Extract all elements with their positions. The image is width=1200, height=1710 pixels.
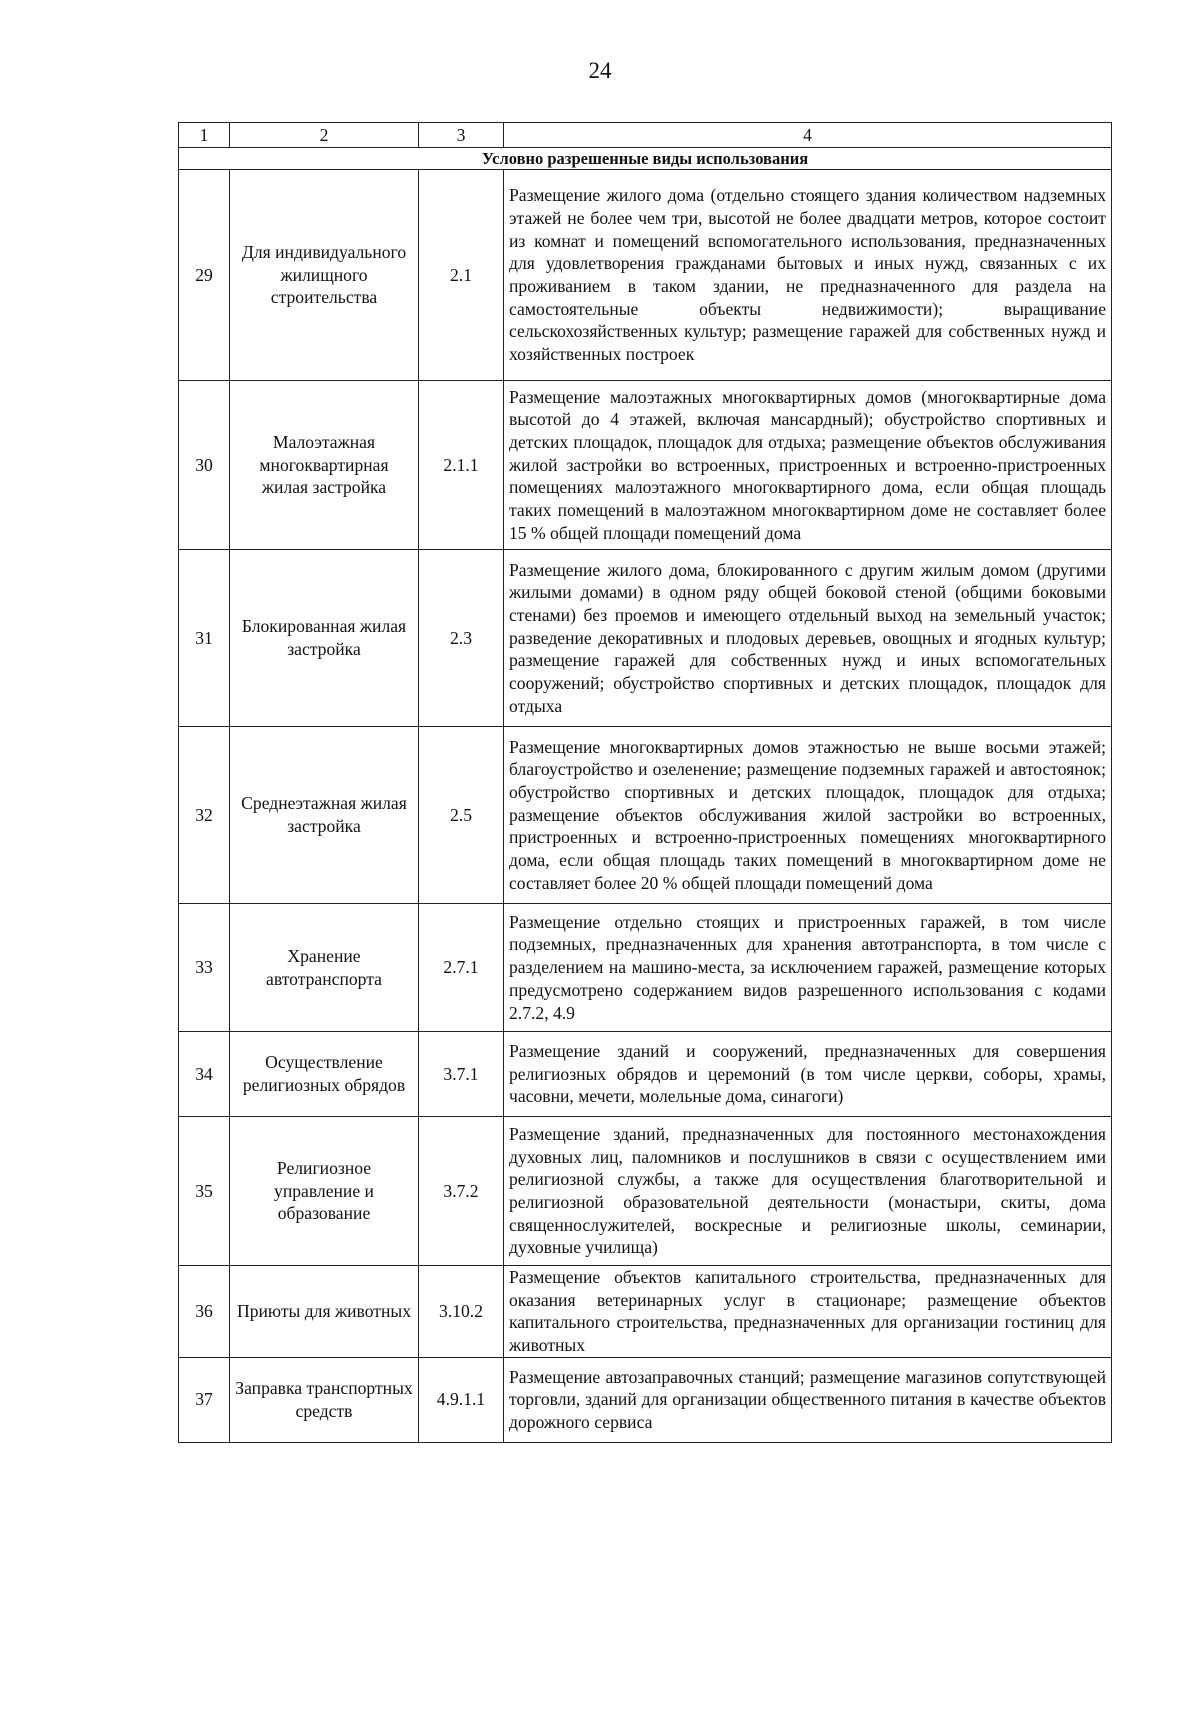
land-use-code: 2.3 [419,550,504,727]
land-use-name: Заправка транспортных средств [230,1357,419,1442]
table-row [179,904,1112,1032]
land-use-name: Религиозное управление и образование [230,1117,419,1266]
land-use-description: Размещение отдельно стоящих и пристроенных гаражей, в том числе подземных, предназначенных для хранения автотранспорта, в том числе с разделением на машино-места, за исключением гаражей, размещение которых предусмотрено содержанием видов разрешенного использования с кодами 2.7.2, 4.9 [504,904,1112,1032]
land-use-description: Размещение малоэтажных многоквартирных домов (многоквартирные дома высотой до 4 этажей, включая мансардный); обустройство спортивных и детских площадок, площадок для отдыха; размещение объектов обслуживания жилой застройки во встроенных, пристроенных и встроенно-пристроенных помещениях малоэтажного многоквартирного дома, если общая площадь таких помещений в малоэтажном многоквартирном доме не составляет более 15 % общей площади помещений дома [504,381,1112,550]
row-number: 37 [179,1357,230,1442]
land-use-name: Приюты для животных [230,1266,419,1358]
land-use-table [178,122,1112,1443]
land-use-code: 3.7.1 [419,1032,504,1117]
land-use-code: 2.1 [419,170,504,381]
land-use-name: Хранение автотранспорта [230,904,419,1032]
row-number: 33 [179,904,230,1032]
header-row [179,123,1112,148]
row-number: 34 [179,1032,230,1117]
land-use-name: Малоэтажная многоквартирная жилая застройка [230,381,419,550]
table-row [179,1032,1112,1117]
land-use-name: Для индивидуального жилищного строительства [230,170,419,381]
land-use-description: Размещение зданий, предназначенных для постоянного местонахождения духовных лиц, паломников и послушников в связи с осуществлением ими религиозной службы, а также для осуществления благотворительной и религиозной образовательной деятельности (монастыри, скиты, дома священнослужителей, воскресные и религиозные школы, семинарии, духовные училища) [504,1117,1112,1266]
land-use-description: Размещение жилого дома, блокированного с другим жилым домом (другими жилыми домами) в одном ряду общей боковой стеной (общими боковыми стенами) без проемов и имеющего отдельный выход на земельный участок; разведение декоративных и плодовых деревьев, овощных и ягодных культур; размещение гаражей для собственных нужд и иных вспомогательных сооружений; обустройство спортивных и детских площадок, площадок для отдыха [504,550,1112,727]
land-use-name: Среднеэтажная жилая застройка [230,727,419,904]
land-use-code: 2.1.1 [419,381,504,550]
header-cell-4: 4 [504,123,1112,148]
page-number: 24 [588,58,612,83]
land-use-code: 4.9.1.1 [419,1357,504,1442]
land-use-description: Размещение жилого дома (отдельно стоящего здания количеством надземных этажей не более чем три, высотой не более двадцати метров, которое состоит из комнат и помещений вспомогательного использования, предназначенных для удовлетворения гражданами бытовых и иных нужд, связанных с их проживанием в таком здании, не предназначенного для раздела на самостоятельные объекты недвижимости); выращивание сельскохозяйственных культур; размещение гаражей для собственных нужд и хозяйственных построек [504,170,1112,381]
section-title: Условно разрешенные виды использования [179,148,1112,170]
row-number: 36 [179,1266,230,1358]
land-use-description: Размещение автозаправочных станций; размещение магазинов сопутствующей торговли, зданий для организации общественного питания в качестве объектов дорожного сервиса [504,1357,1112,1442]
land-use-code: 2.7.1 [419,904,504,1032]
table-row [179,1357,1112,1442]
header-cell-3: 3 [419,123,504,148]
table-row [179,381,1112,550]
table-row [179,1266,1112,1358]
table-row [179,1117,1112,1266]
row-number: 29 [179,170,230,381]
land-use-description: Размещение многоквартирных домов этажностью не выше восьми этажей; благоустройство и озеленение; размещение подземных гаражей и автостоянок; обустройство спортивных и детских площадок, площадок для отдыха; размещение объектов обслуживания жилой застройки во встроенных, пристроенных и встроенно-пристроенных помещениях многоквартирного дома, если общая площадь таких помещений в многоквартирном доме не составляет более 20 % общей площади помещений дома [504,727,1112,904]
header-cell-1: 1 [179,123,230,148]
section-row [179,148,1112,170]
land-use-code: 3.7.2 [419,1117,504,1266]
table-row [179,727,1112,904]
land-use-code: 3.10.2 [419,1266,504,1358]
table-row [179,550,1112,727]
land-use-name: Блокированная жилая застройка [230,550,419,727]
row-number: 31 [179,550,230,727]
row-number: 30 [179,381,230,550]
land-use-description: Размещение объектов капитального строительства, предназначенных для оказания ветеринарных услуг в стационаре; размещение объектов капитального строительства, предназначенных для организации гостиниц для животных [504,1266,1112,1358]
land-use-description: Размещение зданий и сооружений, предназначенных для совершения религиозных обрядов и церемоний (в том числе церкви, соборы, храмы, часовни, мечети, молельные дома, синагоги) [504,1032,1112,1117]
row-number: 32 [179,727,230,904]
table-row [179,170,1112,381]
header-cell-2: 2 [230,123,419,148]
land-use-code: 2.5 [419,727,504,904]
row-number: 35 [179,1117,230,1266]
land-use-name: Осуществление религиозных обрядов [230,1032,419,1117]
